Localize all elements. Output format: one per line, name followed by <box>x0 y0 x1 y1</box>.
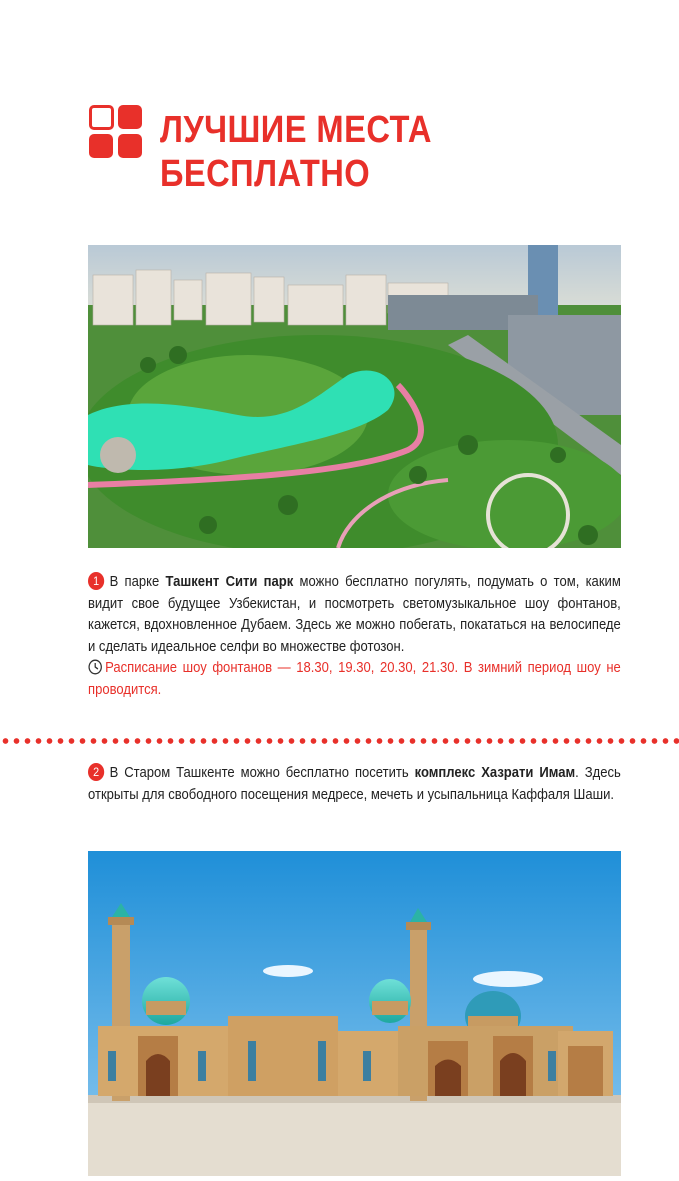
schedule-note: Расписание шоу фонтанов — 18.30, 19.30, 20.30, 21.30. В зимний период шоу не проводится. <box>88 660 621 698</box>
logo-square-outline <box>89 105 114 130</box>
item-2 <box>88 763 621 806</box>
item-1-number: 1 <box>88 572 104 590</box>
place-name: Ташкент Сити парк <box>165 574 294 590</box>
place-name: комплекс Хазрати Имам <box>414 765 576 781</box>
clock-icon <box>88 659 102 675</box>
tashkent-city-park-photo <box>88 245 621 548</box>
item-2-number: 2 <box>88 763 104 781</box>
item-1 <box>88 572 621 701</box>
title-line-2: БЕСПЛАТНО <box>160 153 371 195</box>
logo-square <box>118 134 142 158</box>
item-1-text: 1 В парке Ташкент Сити парк можно бесплатно погулять, подумать о том, каким видит свое будущее Узбекистан, и посмотреть светомузыкальное шоу фонтанов, кажется, вдохновленное Дубаем. Здесь же можно побегать, покататься на велосипеде и сделать идеальное селфи во множестве фотозон. Расписание шоу фонтанов — 18.30, 19.30, 20.30, 21.30. В зимний период шоу не проводится. <box>88 574 621 698</box>
logo-square <box>118 105 142 129</box>
title-line-1: ЛУЧШИЕ МЕСТА <box>160 109 432 151</box>
item-2-text: 2 В Старом Ташкенте можно бесплатно посетить комплекс Хазрати Имам. Здесь открыты для свободного посещения медресе, мечеть и усыпальница Каффаля Шаши. <box>88 765 621 803</box>
hazrati-imam-photo <box>88 851 621 1176</box>
dotted-divider <box>0 737 679 745</box>
logo-square <box>89 134 113 158</box>
page-title <box>160 108 521 196</box>
four-squares-icon <box>89 105 143 159</box>
